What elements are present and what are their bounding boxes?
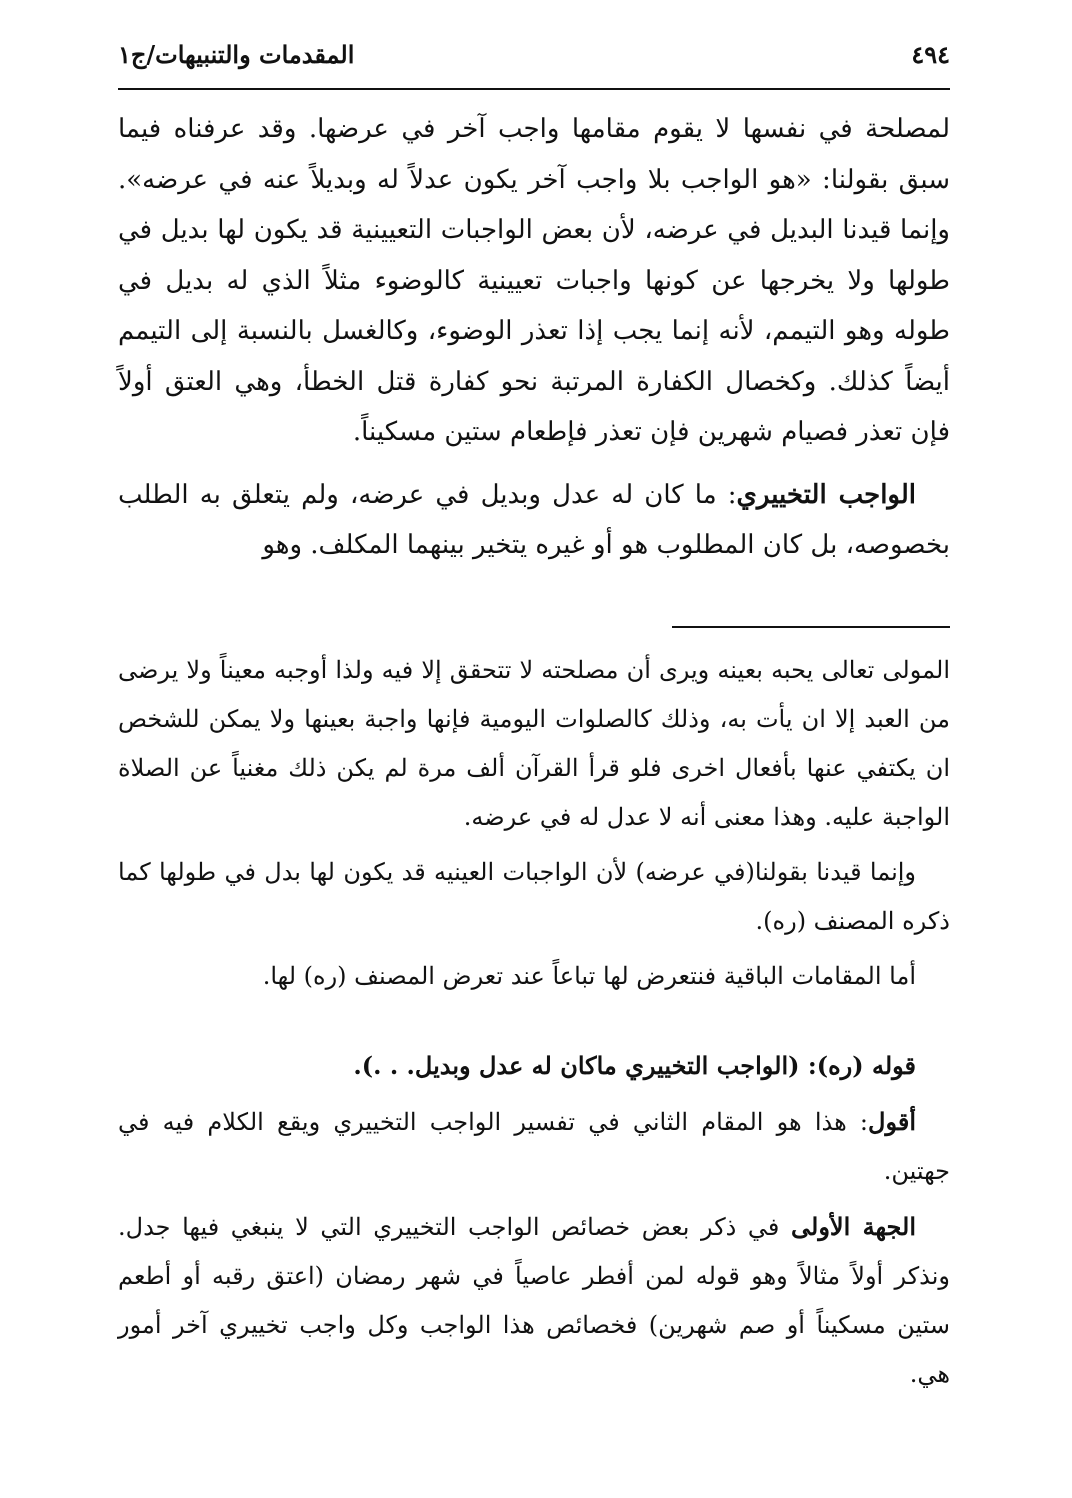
quoted-statement bbox=[118, 1041, 950, 1091]
commentary-paragraph: المولى تعالى يحبه بعينه ويرى أن مصلحته لا تتحقق إلا فيه ولذا أوجبه معيناً ولا يرضى من العبد إلا ان يأت به، وذلك كالصلوات اليومية فإنها واجبة بعينها ولا يمكن للشخص ان يكتفي عنها بأفعال اخرى فلو قرأ القرآن ألف مرة لم يكن ذلك مغنياً عن الصلاة الواجبة عليه. وهذا معنى أنه لا عدل له في عرضه. bbox=[118, 656, 950, 831]
book-page bbox=[118, 0, 950, 1498]
response-paragraph bbox=[118, 1097, 950, 1196]
quote-text: (الواجب التخييري ماكان له عدل وبديل. . .). bbox=[353, 1051, 800, 1080]
header-rule bbox=[118, 88, 950, 90]
commentary-paragraph: أما المقامات الباقية فنتعرض لها تباعاً عند تعرض المصنف (ره) لها. bbox=[262, 962, 916, 990]
response-label: أقول bbox=[868, 1107, 916, 1136]
main-paragraph: لمصلحة في نفسها لا يقوم مقامها واجب آخر في عرضها. وقد عرفناه فيما سبق بقولنا: «هو الواجب بلا واجب آخر يكون عدلاً له وبديلاً عنه في عرضه». وإنما قيدنا البديل في عرضه، لأن بعض الواجبات التعيينية قد يكون لها بديل في طولها ولا يخرجها عن كونها واجبات تعيينية كالوضوء مثلاً الذي له بديل في طوله وهو التيمم، لأنه إنما يجب إذا تعذر الوضوء، وكالغسل بالنسبة إلى التيمم أيضاً كذلك. وكخصال الكفارة المرتبة نحو كفارة قتل الخطأ، وهي العتق أولاً فإن تعذر فصيام شهرين فإن تعذر فإطعام ستين مسكيناً. bbox=[118, 114, 951, 447]
commentary-paragraph: وإنما قيدنا بقولنا(في عرضه) لأن الواجبات العينيه قد يكون لها بدل في طولها كما ذكره المصنف (ره). bbox=[118, 858, 950, 935]
footnote-rule bbox=[672, 626, 950, 628]
aspect-paragraph bbox=[118, 1202, 950, 1399]
running-title: المقدمات والتنبيهات/ج١ bbox=[118, 40, 355, 69]
main-text bbox=[118, 104, 950, 583]
defined-term: الواجب التخييري bbox=[736, 479, 916, 510]
aspect-label: الجهة الأولى bbox=[791, 1212, 916, 1241]
response-text: : هذا هو المقام الثاني في تفسير الواجب التخييري ويقع الكلام فيه في جهتين. bbox=[118, 1108, 950, 1185]
page-header bbox=[118, 36, 950, 80]
main-paragraph-definition bbox=[118, 470, 950, 571]
page-number: ٤٩٤ bbox=[911, 40, 950, 69]
aspect-text: في ذكر بعض خصائص الواجب التخييري التي لا ينبغي فيها جدل. ونذكر أولاً مثالاً وهو قوله لمن أفطر عاصياً في شهر رمضان (اعتق رقبه أو أطعم ستين مسكيناً أو صم شهرين) فخصائص هذا الواجب وكل واجب تخييري آخر أمور هي. bbox=[118, 1213, 950, 1388]
commentary-section bbox=[118, 646, 950, 1405]
definition-text: : ما كان له عدل وبديل في عرضه، ولم يتعلق به الطلب بخصوصه، بل كان المطلوب هو أو غيره يتخير بينهما المكلف. وهو bbox=[118, 479, 950, 560]
quote-label: قوله (ره): bbox=[799, 1051, 916, 1080]
